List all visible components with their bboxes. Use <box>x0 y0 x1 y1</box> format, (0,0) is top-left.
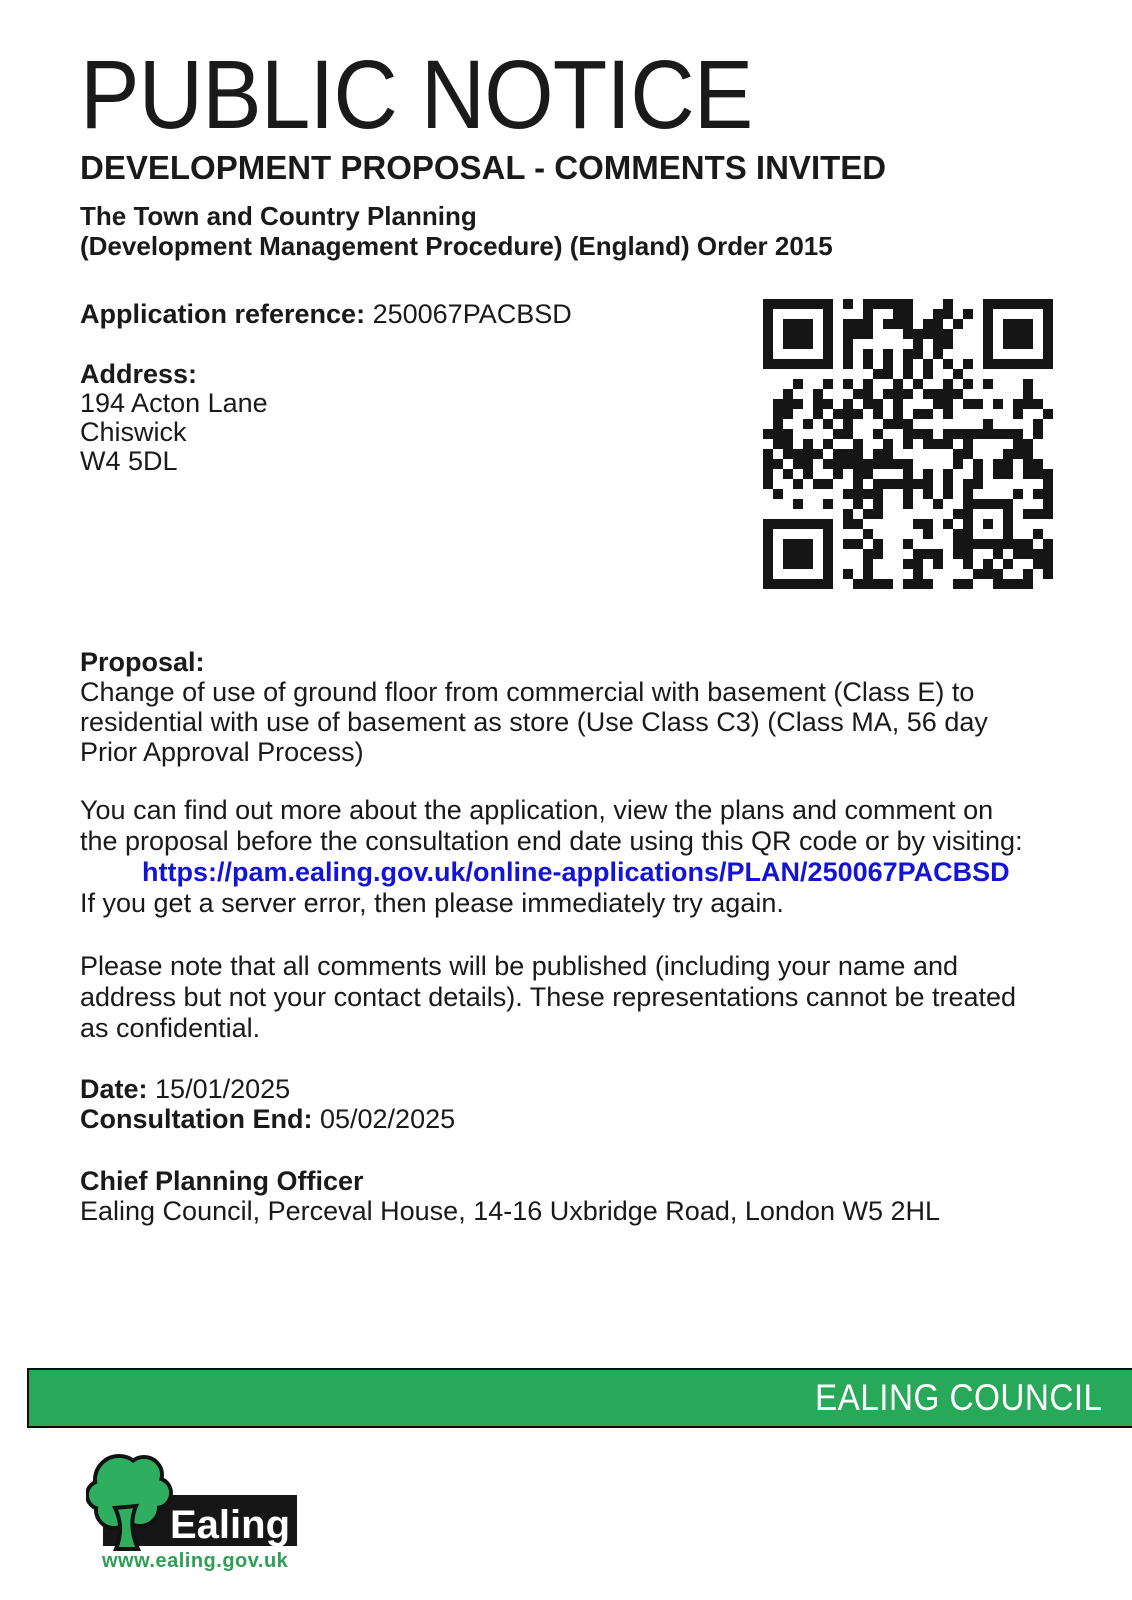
notice-title: PUBLIC NOTICE <box>80 40 753 149</box>
proposal-section <box>80 647 1032 767</box>
qr-code-icon <box>763 298 1053 590</box>
date-value: 15/01/2025 <box>155 1074 291 1104</box>
participation-intro: You can find out more about the application, view the plans and comment on the proposal before the consultation end date using this QR code or by visiting: <box>80 795 1023 856</box>
council-address: Ealing Council, Perceval House, 14-16 Uxbridge Road, London W5 2HL <box>80 1196 940 1226</box>
address-label: Address: <box>80 359 198 389</box>
server-error-note: If you get a server error, then please immediately try again. <box>80 888 784 918</box>
logo-wordmark: Ealing <box>170 1503 291 1547</box>
site-address <box>80 360 268 476</box>
council-banner <box>27 1368 1132 1428</box>
legislation-line-2: (Development Management Procedure) (England) Order 2015 <box>80 231 833 261</box>
proposal-label: Proposal: <box>80 647 205 677</box>
application-reference-label: Application reference: <box>80 299 366 329</box>
notice-subtitle: DEVELOPMENT PROPOSAL - COMMENTS INVITED <box>80 149 887 186</box>
logo-website-url: www.ealing.gov.uk <box>102 1550 289 1572</box>
council-name: EALING COUNCIL <box>815 1377 1103 1418</box>
proposal-text: Change of use of ground floor from commercial with basement (Class E) to residential with use of basement as store (Use Class C3) (Class MA, 56 day Prior Approval Process) <box>80 677 988 767</box>
address-line: 194 Acton Lane <box>80 388 268 418</box>
participation-section <box>80 795 1032 919</box>
comments-publication-note: Please note that all comments will be published (including your name and address but not your contact details). These representations cannot be treated as confidential. <box>80 951 1017 1043</box>
consultation-end-row <box>80 1104 455 1134</box>
application-reference-value: 250067PACBSD <box>372 299 572 329</box>
legislation-reference <box>80 201 833 261</box>
consultation-end-label: Consultation End: <box>80 1104 313 1134</box>
dates-section <box>80 1074 455 1134</box>
legislation-line-1: The Town and Country Planning <box>80 201 477 231</box>
application-url-link[interactable]: https://pam.ealing.gov.uk/online-applications/PLAN/250067PACBSD <box>142 857 1010 887</box>
address-line: Chiswick <box>80 417 187 447</box>
officer-section <box>80 1166 940 1226</box>
application-reference <box>80 299 572 329</box>
address-line: W4 5DL <box>80 446 178 476</box>
consultation-end-value: 05/02/2025 <box>319 1104 456 1134</box>
notice-date-row <box>80 1074 455 1104</box>
application-url-line <box>80 857 1032 888</box>
ealing-council-logo <box>86 1452 297 1572</box>
officer-title: Chief Planning Officer <box>80 1166 364 1196</box>
date-label: Date: <box>80 1074 148 1104</box>
